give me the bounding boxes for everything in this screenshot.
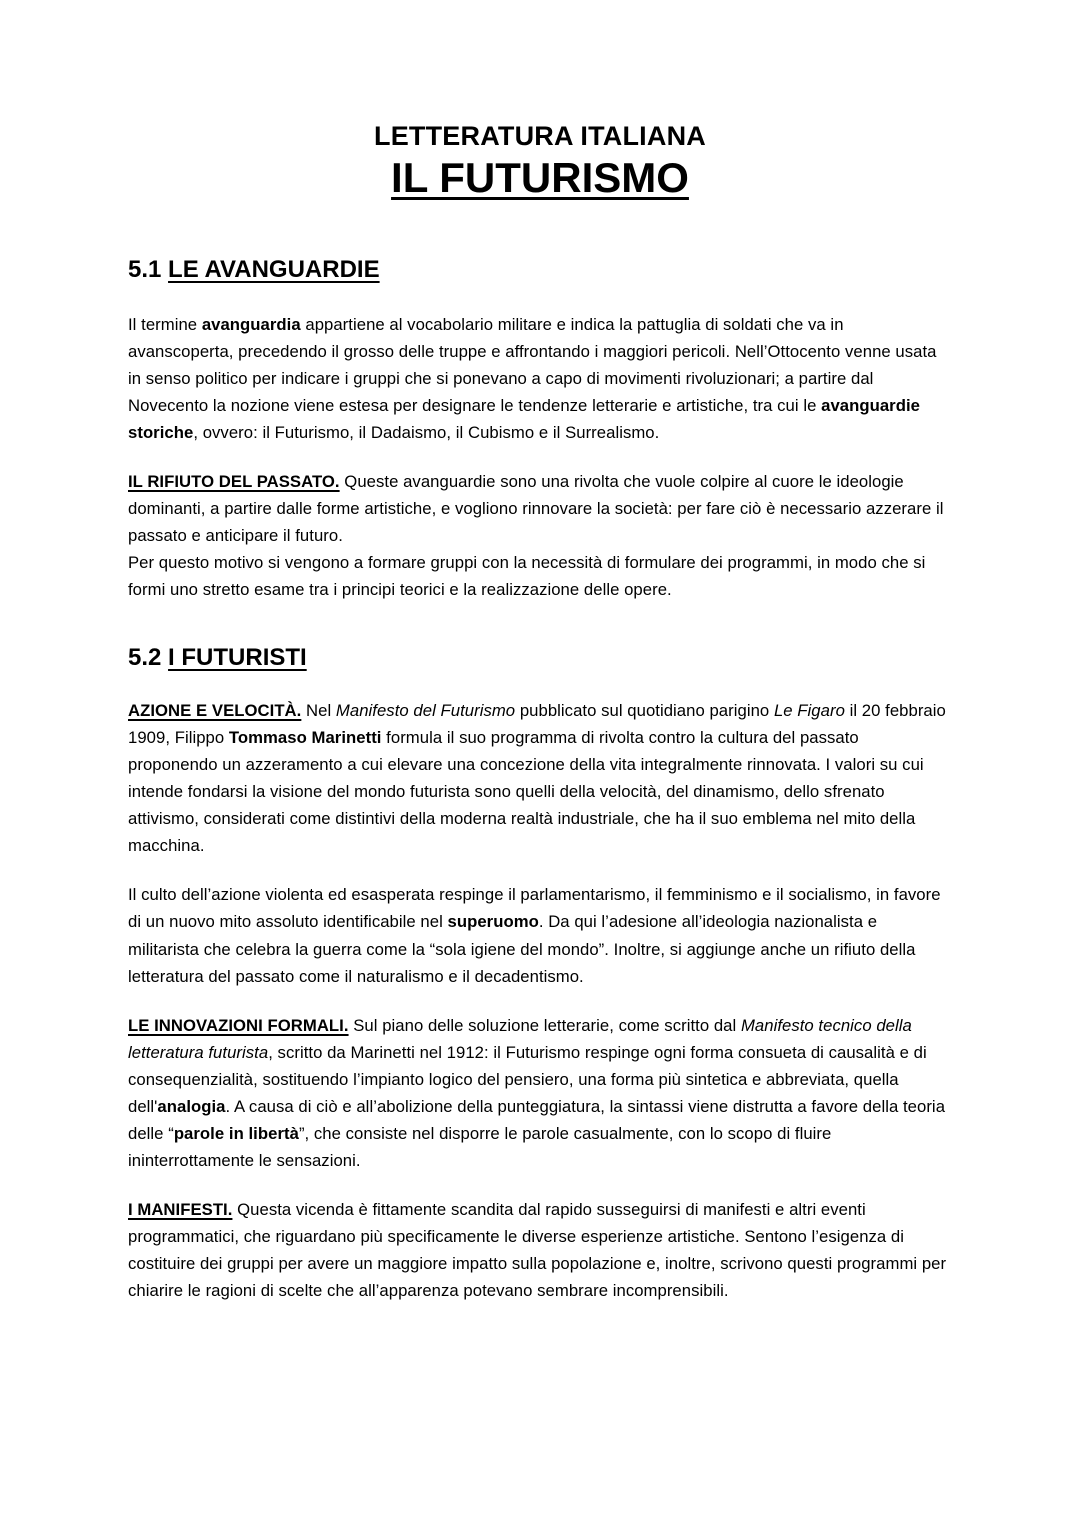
text-fragment: , ovvero: il Futurismo, il Dadaismo, il Cubismo e il Surrealismo. bbox=[193, 422, 660, 442]
text-fragment: Queste avanguardie sono una rivolta che vuole colpire al cuore le ideologie dominanti, a partire dalle forme artistiche, e vogliono rinnovare la società: per fare ciò è necessario azzerare il passato e anticipare il futuro. bbox=[128, 471, 944, 546]
section-heading-5-2 bbox=[128, 643, 952, 673]
text-italic-le-figaro: Le Figaro bbox=[773, 701, 845, 721]
paragraph-gruppi-programmi bbox=[128, 549, 952, 603]
document-title-text: IL FUTURISMO bbox=[391, 154, 689, 202]
text-fragment: Per questo motivo si vengono a formare gruppi con la necessità di formulare dei programmi, in modo che si formi uno stretto esame tra i principi teorici e la realizzazione delle opere. bbox=[128, 553, 926, 600]
paragraph-innovazioni-formali bbox=[128, 1012, 952, 1174]
text-fragment: pubblicato sul quotidiano parigino bbox=[515, 701, 774, 721]
text-fragment: Il termine bbox=[128, 314, 202, 334]
text-bold-avanguardia: avanguardia bbox=[201, 314, 301, 334]
section-title-5-1: LE AVANGUARDIE bbox=[168, 255, 380, 283]
paragraph-avanguardia-definizione bbox=[128, 311, 952, 446]
section-number-5-1: 5.1 bbox=[128, 255, 162, 283]
document-supertitle: LETTERATURA ITALIANA bbox=[374, 121, 706, 151]
section-title-5-2: I FUTURISTI bbox=[168, 644, 307, 672]
paragraph-culto-azione-violenta bbox=[128, 881, 952, 989]
text-fragment: ”, che consiste nel disporre le parole casualmente, con lo scopo di fluire ininterrottamente le sensazioni. bbox=[128, 1123, 832, 1170]
label-il-rifiuto-del-passato: IL RIFIUTO DEL PASSATO. bbox=[128, 471, 340, 491]
text-fragment: Questa vicenda è fittamente scandita dal rapido susseguirsi di manifesti e altri eventi programmatici, che riguardano più specificamente le diverse esperienze artistiche. Sentono l’esigenza di costituire dei gruppi per avere un maggiore impatto sulla popolazione e, inoltre, scrivono questi programmi per chiarire le ragioni di scelte che all’apparenza potevano sembrare incomprensibili. bbox=[128, 1199, 947, 1301]
section-heading-5-1 bbox=[128, 255, 952, 285]
document-title bbox=[128, 154, 952, 202]
text-fragment: Sul piano delle soluzione letterarie, come scritto dal bbox=[348, 1015, 741, 1035]
text-fragment: il 20 febbraio 1909, Filippo bbox=[128, 701, 946, 748]
text-fragment: , scritto da Marinetti nel 1912: il Futurismo respinge ogni forma consueta di causalità e di consequenzialità, sostituendo l’impianto logico del pensiero, una forma più sintetica e abbreviata, quella dell' bbox=[128, 1042, 927, 1116]
text-bold-superuomo: superuomo bbox=[447, 912, 539, 932]
paragraph-azione-e-velocita bbox=[128, 697, 952, 859]
label-le-innovazioni-formali: LE INNOVAZIONI FORMALI. bbox=[128, 1015, 349, 1035]
text-fragment: . Da qui l’adesione all’ideologia nazionalista e militarista che celebra la guerra come la “sola igiene del mondo”. Inoltre, si aggiunge anche un rifiuto della letteratura del passato come il naturalismo e il decadentismo. bbox=[128, 912, 916, 986]
text-bold-parole-in-liberta: parole in libertà bbox=[173, 1123, 299, 1143]
paragraph-i-manifesti bbox=[128, 1196, 952, 1304]
text-fragment: appartiene al vocabolario militare e indica la pattuglia di soldati che va in avanscoperta, precedendo il grosso delle truppe e affrontando i maggiori pericoli. Nell’Ottocento venne usata in senso politico per indicare i gruppi che si ponevano a capo di movimenti rivoluzionari; a partire dal Novecento la nozione viene estesa per designare le tendenze letterarie e artistiche, tra cui le bbox=[128, 314, 937, 415]
text-fragment: Nel bbox=[301, 701, 336, 721]
text-italic-manifesto-tecnico: Manifesto tecnico della letteratura futurista bbox=[128, 1015, 912, 1062]
paragraph-rifiuto-del-passato bbox=[128, 468, 952, 549]
text-bold-analogia: analogia bbox=[157, 1096, 226, 1116]
text-italic-manifesto-del-futurismo: Manifesto del Futurismo bbox=[335, 701, 516, 721]
text-fragment: . A causa di ciò e all’abolizione della punteggiatura, la sintassi viene distrutta a favore della teoria delle “ bbox=[128, 1096, 946, 1143]
text-bold-avanguardie-storiche: avanguardie storiche bbox=[128, 395, 920, 442]
text-fragment: Il culto dell’azione violenta ed esasperata respinge il parlamentarismo, il femminismo e il socialismo, in favore di un nuovo mito assoluto identificabile nel bbox=[128, 885, 941, 932]
text-bold-tommaso-marinetti: Tommaso Marinetti bbox=[228, 728, 382, 748]
label-azione-e-velocita: AZIONE E VELOCITÀ. bbox=[128, 701, 302, 721]
label-i-manifesti: I MANIFESTI. bbox=[128, 1199, 233, 1219]
section-number-5-2: 5.2 bbox=[128, 644, 162, 672]
text-fragment: formula il suo programma di rivolta contro la cultura del passato proponendo un azzeramento a cui elevare una concezione della vita integralmente rinnovata. I valori su cui intende fondarsi la visione del mondo futurista sono quelli della velocità, del dinamismo, dello sfrenato attivismo, considerati come distintivi della moderna realtà industriale, che ha il suo emblema nel mito della macchina. bbox=[128, 728, 924, 856]
